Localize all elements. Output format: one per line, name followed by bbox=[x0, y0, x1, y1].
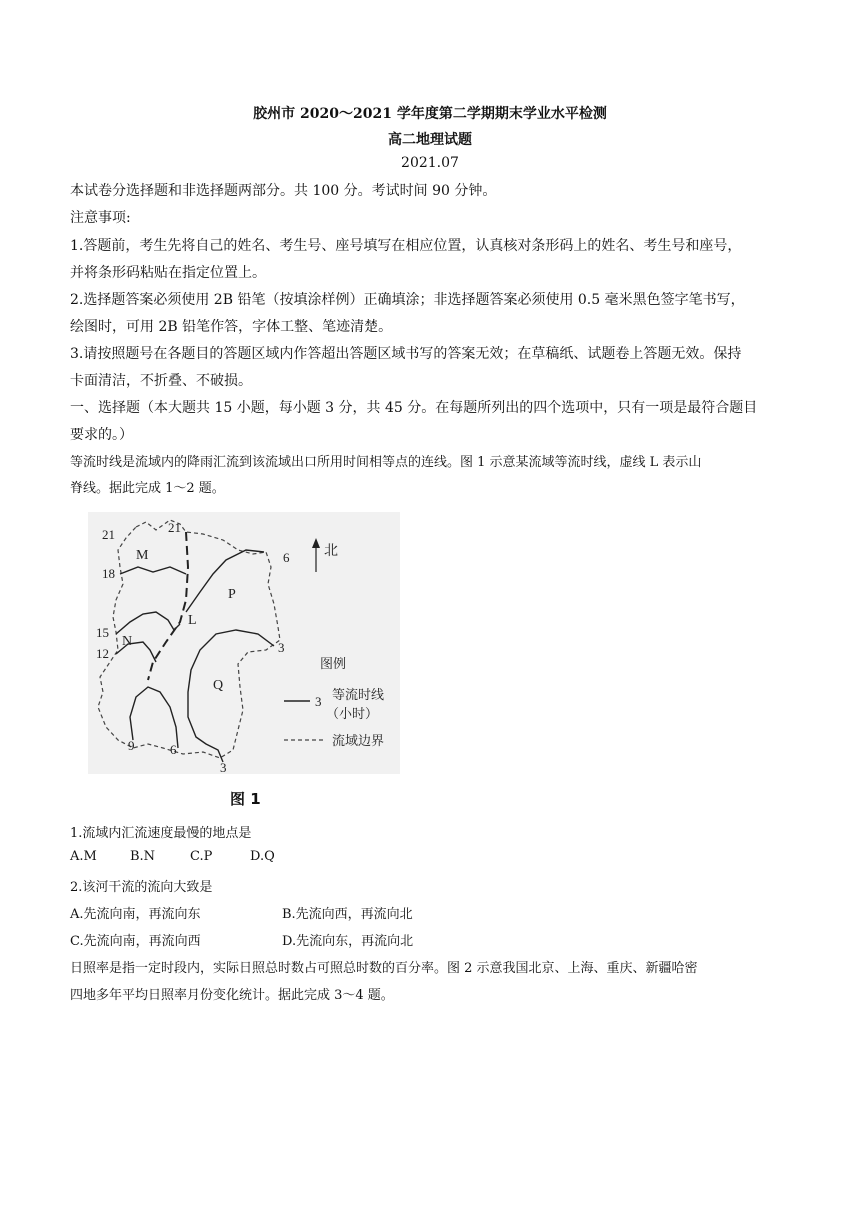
region-label-l: L bbox=[188, 613, 197, 628]
question-stem: 2.该河干流的流向大致是 bbox=[70, 880, 213, 895]
answer-option: C.先流向南，再流向西 bbox=[70, 934, 201, 949]
contour-label: 6 bbox=[283, 550, 290, 565]
notice-heading: 注意事项: bbox=[70, 210, 131, 226]
section-heading: 要求的。） bbox=[70, 427, 133, 443]
figure-caption: 图 1 bbox=[230, 790, 261, 808]
contour-label: 3 bbox=[278, 640, 285, 655]
notice-line: 并将条形码粘贴在指定位置上。 bbox=[70, 265, 266, 281]
north-label: 北 bbox=[324, 543, 338, 559]
legend-isochrone-label: 等流时线 bbox=[332, 688, 385, 703]
isochrone-3 bbox=[188, 630, 274, 762]
contour-label: 15 bbox=[96, 625, 109, 640]
notice-line: 绘图时，可用 2B 铅笔作答，字体工整、笔迹清楚。 bbox=[70, 319, 393, 335]
legend-isochrone-value: 3 bbox=[315, 694, 322, 709]
answer-option: B.先流向西，再流向北 bbox=[282, 907, 413, 922]
contour-label: 3 bbox=[220, 760, 227, 774]
region-label-m: M bbox=[136, 548, 149, 563]
answer-option: D.Q bbox=[250, 849, 275, 864]
notice-line: 1.答题前，考生先将自己的姓名、考生号、座号填写在相应位置，认真核对条形码上的姓名、考生号和座号， bbox=[70, 238, 742, 254]
notice-line: 2.选择题答案必须使用 2B 铅笔（按填涂样例）正确填涂；非选择题答案必须使用 0.5 毫米黑色签字笔书写， bbox=[70, 292, 745, 308]
answer-option: A.M bbox=[70, 849, 97, 864]
contour-label: 6 bbox=[170, 742, 177, 757]
answer-option: D.先流向东，再流向北 bbox=[282, 934, 414, 949]
north-arrow-icon bbox=[312, 538, 320, 572]
passage-text: 脊线。据此完成 1～2 题。 bbox=[70, 481, 225, 496]
exam-date: 2021.07 bbox=[401, 155, 459, 171]
contour-label: 21 bbox=[102, 527, 115, 542]
isochrone-9 bbox=[130, 687, 178, 748]
exam-title: 胶州市 2020～2021 学年度第二学期期末学业水平检测 bbox=[253, 106, 607, 122]
isochrone-15 bbox=[116, 612, 180, 634]
contour-label: 12 bbox=[96, 646, 109, 661]
passage-text: 等流时线是流域内的降雨汇流到该流域出口所用时间相等点的连线。图 1 示意某流域等流时线，虚线 L 表示山 bbox=[70, 455, 702, 470]
contour-label: 9 bbox=[128, 738, 135, 753]
passage-text: 日照率是指一定时段内，实际日照总时数占可照总时数的百分率。图 2 示意我国北京、上海、重庆、新疆哈密 bbox=[70, 961, 698, 976]
passage-text: 四地多年平均日照率月份变化统计。据此完成 3～4 题。 bbox=[70, 988, 394, 1003]
exam-subtitle: 高二地理试题 bbox=[388, 132, 472, 148]
region-label-q: Q bbox=[213, 678, 224, 693]
contour-label: 21 bbox=[168, 520, 181, 535]
contour-label: 18 bbox=[102, 566, 115, 581]
isochrone-18 bbox=[120, 567, 186, 574]
isochrone-6-east bbox=[186, 550, 264, 612]
legend-title: 图例 bbox=[320, 657, 347, 672]
notice-line: 3.请按照题号在各题目的答题区域内作答超出答题区域书写的答案无效；在草稿纸、试题卷上答题无效。保持 bbox=[70, 346, 742, 362]
section-heading: 一、选择题（本大题共 15 小题，每小题 3 分，共 45 分。在每题所列出的四个选项中，只有一项是最符合题目 bbox=[70, 400, 758, 416]
question-stem: 1.流域内汇流速度最慢的地点是 bbox=[70, 826, 252, 841]
isochrone-map bbox=[88, 512, 400, 774]
legend-isochrone-unit: （小时） bbox=[326, 707, 379, 722]
legend-boundary-label: 流域边界 bbox=[332, 734, 385, 749]
notice-line: 卡面清洁，不折叠、不破损。 bbox=[70, 373, 252, 389]
answer-option: C.P bbox=[190, 849, 213, 864]
region-label-p: P bbox=[228, 587, 236, 602]
region-label-n: N bbox=[122, 634, 133, 649]
intro-text: 本试卷分选择题和非选择题两部分。共 100 分。考试时间 90 分钟。 bbox=[70, 183, 497, 199]
answer-option: B.N bbox=[130, 849, 156, 864]
answer-option: A.先流向南，再流向东 bbox=[70, 907, 201, 922]
